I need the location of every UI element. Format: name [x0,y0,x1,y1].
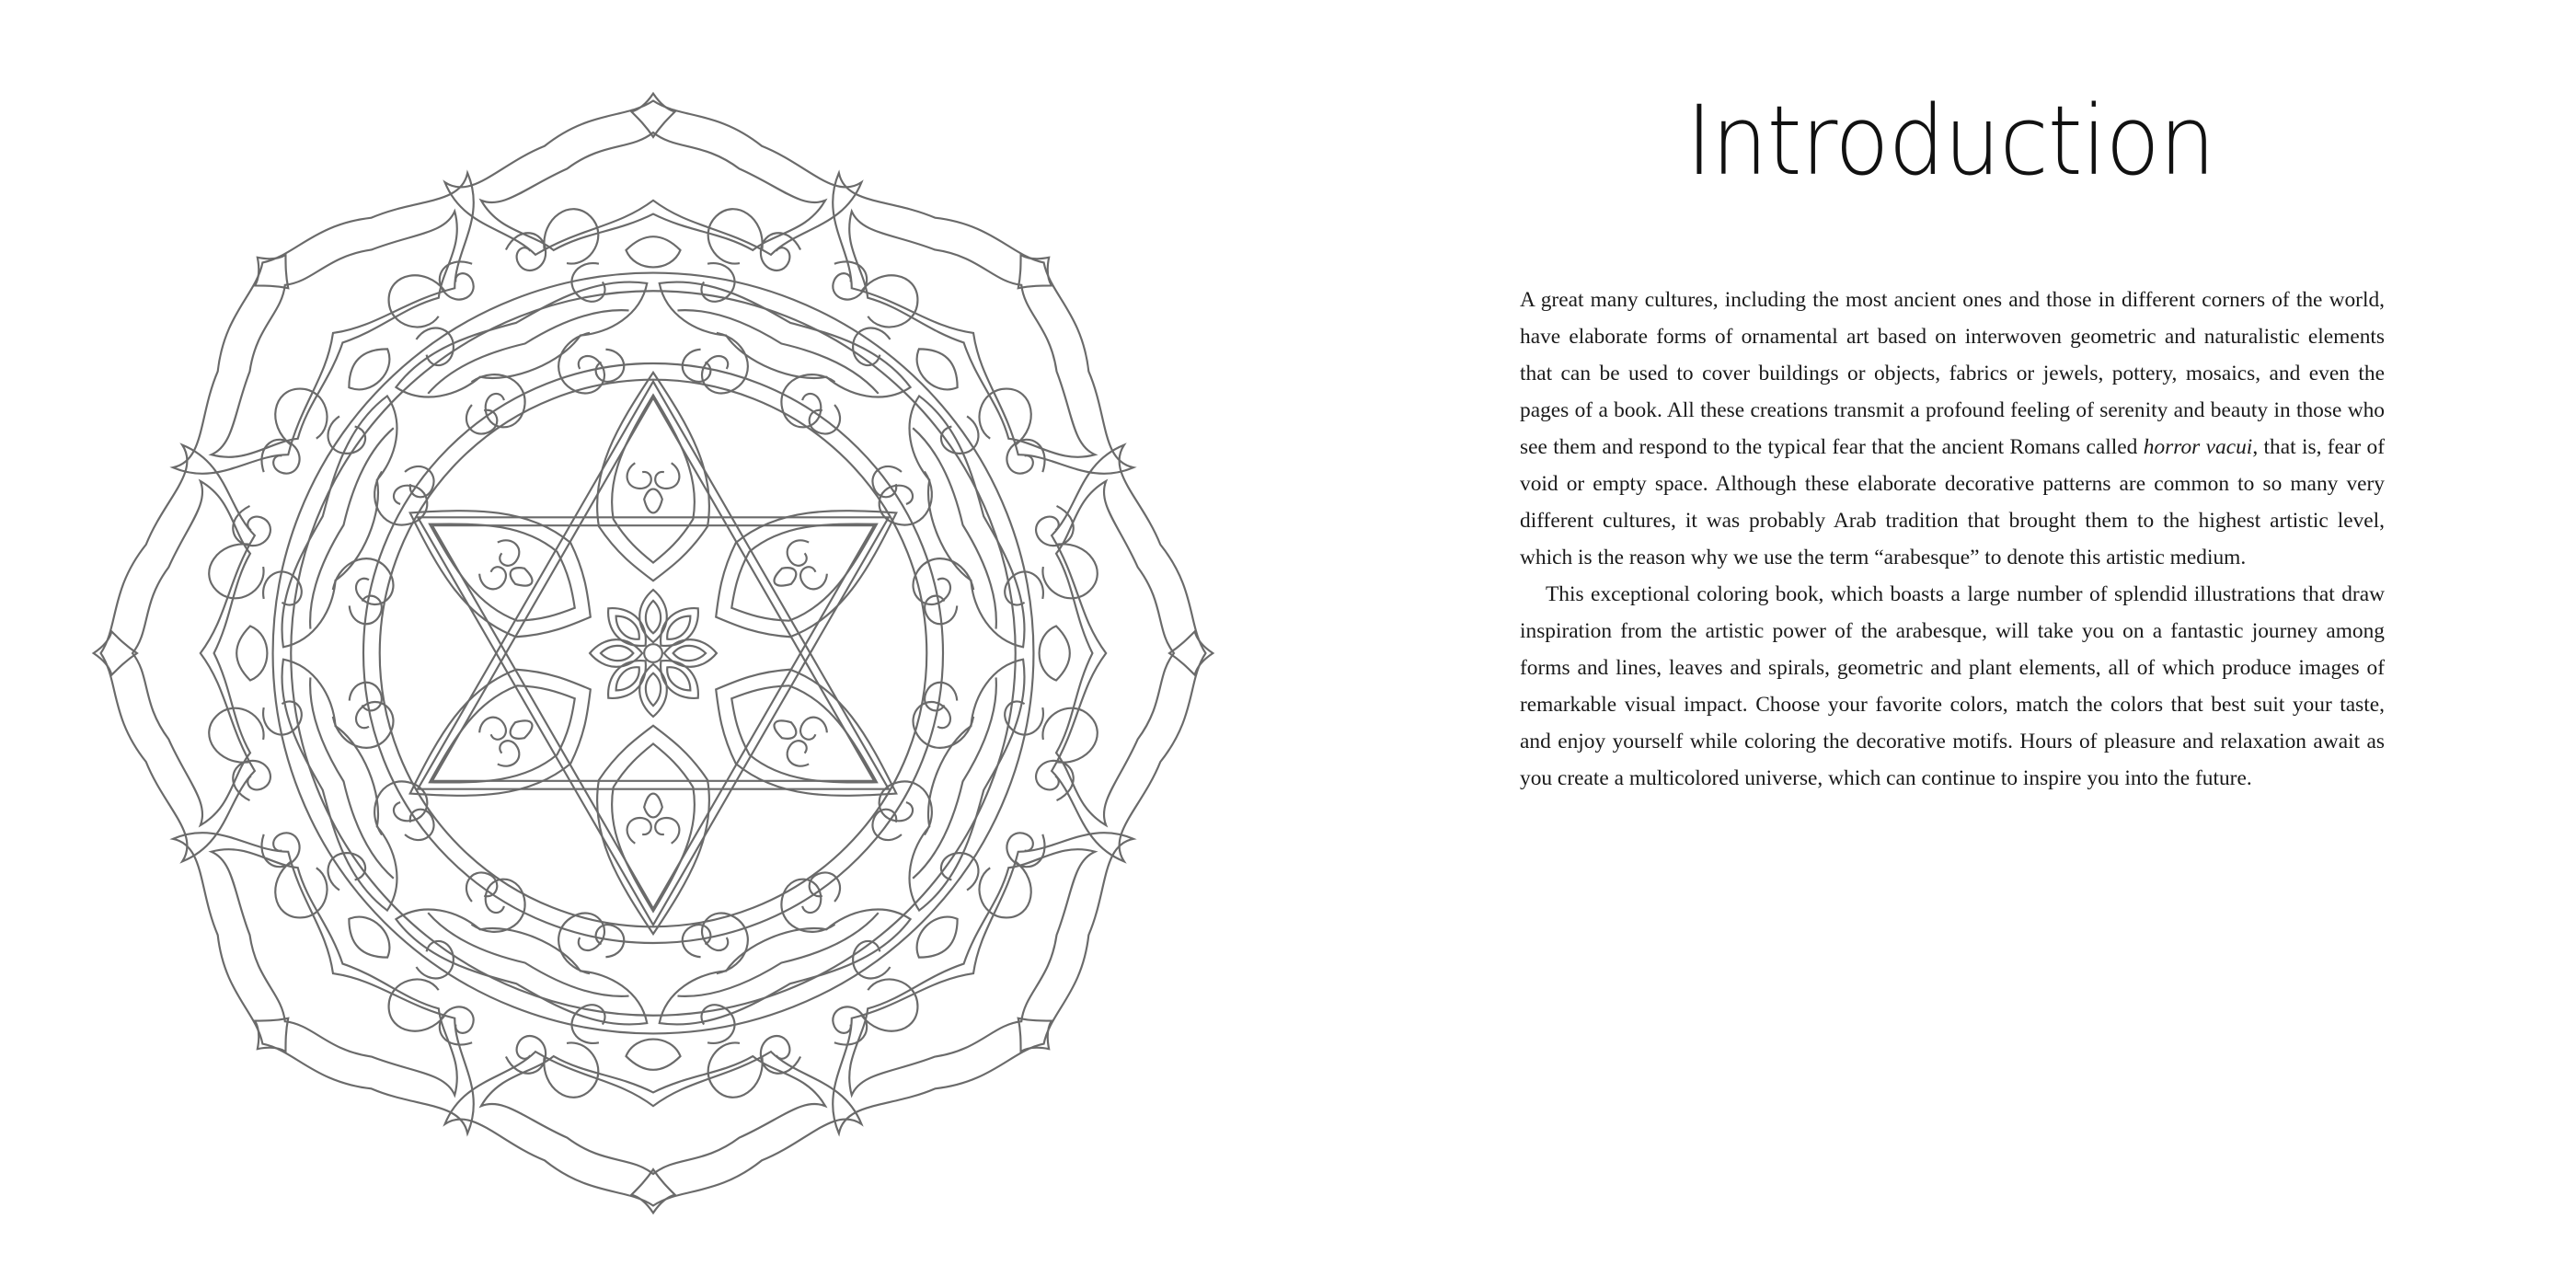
introduction-text [1520,282,2385,797]
right-page [1288,0,2576,1288]
page-title: Introduction [1685,85,2215,197]
paragraph-1-italic-term: horror vacui [2143,435,2253,459]
paragraph-1 [1520,282,2385,576]
arabesque-mandala-icon [74,74,1233,1233]
paragraph-1-end: , that is, fear of void or empty space. Although these elaborate decorative patterns are common to so many very different cultures, it was probably Arab tradition that brought them to the highest artistic level, which is the reason why we use the term “arabesque” to denote this artistic medium. [1520,435,2385,569]
paragraph-1-start: A great many cultures, including the most ancient ones and those in different corners of the world, have elaborate forms of ornamental art based on interwoven geometric and naturalistic elements that can be used to cover buildings or objects, fabrics or jewels, pottery, mosaics, and even the pages of a book. All these creations transmit a profound feeling of serenity and beauty in those who see them and respond to the typical fear that the ancient Romans called [1520,288,2385,459]
paragraph-2: This exceptional coloring book, which boasts a large number of splendid illustrations that draw inspiration from the artistic power of the arabesque, will take you on a fantastic journey among forms and lines, leaves and spirals, geometric and plant elements, all of which produce images of remarkable visual impact. Choose your favorite colors, match the colors that best suit your taste, and enjoy yourself while coloring the decorative motifs. Hours of pleasure and relaxation await as you create a multicolored universe, which can continue to inspire you into the future. [1520,582,2385,790]
